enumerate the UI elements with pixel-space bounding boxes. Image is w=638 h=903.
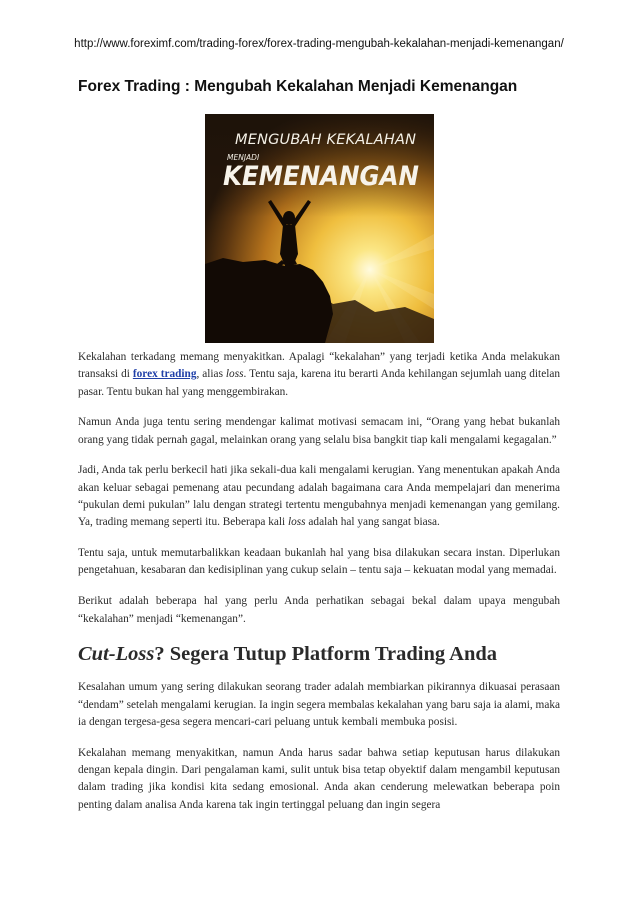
section-heading-italic: Cut-Loss <box>78 643 155 666</box>
p3-text-a: Jadi, Anda tak perlu berkecil hati jika sekali-dua kali mengalami kerugian. Yang menentukan apakah Anda akan keluar sebagai pemenang atau pecundang adalah bagaimana cara Anda mempelajari dan menerima “pukulan demi pukulan” lalu dengan strategi tertentu mengubahnya menjadi kemenangan yang gemilang. Ya, trading memang seperti itu. Beberapa kali <box>78 464 560 529</box>
p1-text-a: Kekalahan terkadang memang menyakitkan. Apalagi “kekalahan” yang terjadi ketika Anda melakukan transaksi di <box>78 351 560 381</box>
hero-image <box>205 114 434 343</box>
p1-text-b: , alias <box>196 368 226 381</box>
hero-line3: KEMENANGAN <box>223 161 420 192</box>
paragraph-5: Berikut adalah beberapa hal yang perlu Anda perhatikan sebagai bekal dalam upaya mengubah “kekalahan” menjadi “kemenangan”. <box>78 595 560 625</box>
hero-line1: MENGUBAH KEKALAHAN <box>235 132 417 148</box>
page-url: http://www.foreximf.com/trading-forex/forex-trading-mengubah-kekalahan-menjadi-kemenangan/ <box>74 38 564 50</box>
p3-text-b: adalah hal yang sangat biasa. <box>305 516 440 529</box>
paragraph-3 <box>78 462 560 531</box>
paragraph-1 <box>78 349 560 401</box>
hero-line2: MENJADI <box>227 153 260 162</box>
p1-italic-loss: loss <box>225 368 244 381</box>
paragraph-7: Kekalahan memang menyakitkan, namun Anda harus sadar bahwa setiap keputusan harus dilakukan dengan kepala dingin. Dari pengalaman kami, sulit untuk bisa tetap obyektif dalam mengambil keputusan dalam trading jika kondisi kita sedang emosional. Anda akan cenderung melewatkan beberapa poin penting dalam analisa Anda karena tak ingin tertinggal peluang dan ingin segera <box>78 746 560 811</box>
forex-trading-link[interactable]: forex trading <box>132 368 197 381</box>
article-title: Forex Trading : Mengubah Kekalahan Menjadi Kemenangan <box>78 78 518 95</box>
paragraph-4: Tentu saja, untuk memutarbalikkan keadaan bukanlah hal yang bisa dilakukan secara instan. Diperlukan pengetahuan, kesabaran dan kedisiplinan yang cukup selain – tentu saja – kekuatan modal yang memadai. <box>78 547 560 577</box>
p3-italic-loss: loss <box>288 516 306 529</box>
section-heading-rest: ? Segera Tutup Platform Trading Anda <box>154 643 498 666</box>
article-body <box>78 349 560 827</box>
p1-text-c: . Tentu saja, karena itu berarti Anda kehilangan sejumlah uang ditelan pasar. Tentu bukan hal yang menggembirakan. <box>78 368 561 398</box>
paragraph-2: Namun Anda juga tentu sering mendengar kalimat motivasi semacam ini, “Orang yang hebat bukanlah orang yang tidak pernah gagal, melainkan orang yang selalu bisa bangkit tiap kali mengalami kegagalan.” <box>78 416 560 446</box>
section-heading <box>78 641 560 667</box>
paragraph-6: Kesalahan umum yang sering dilakukan seorang trader adalah membiarkan pikirannya dikuasai perasaan “dendam” setelah mengalami kerugian. Ia ingin segera membalas kekalahan yang baru saja ia alami, maka ia dengan tergesa-gesa segera mencari-cari peluang untuk kembali membuka posisi. <box>78 681 560 728</box>
